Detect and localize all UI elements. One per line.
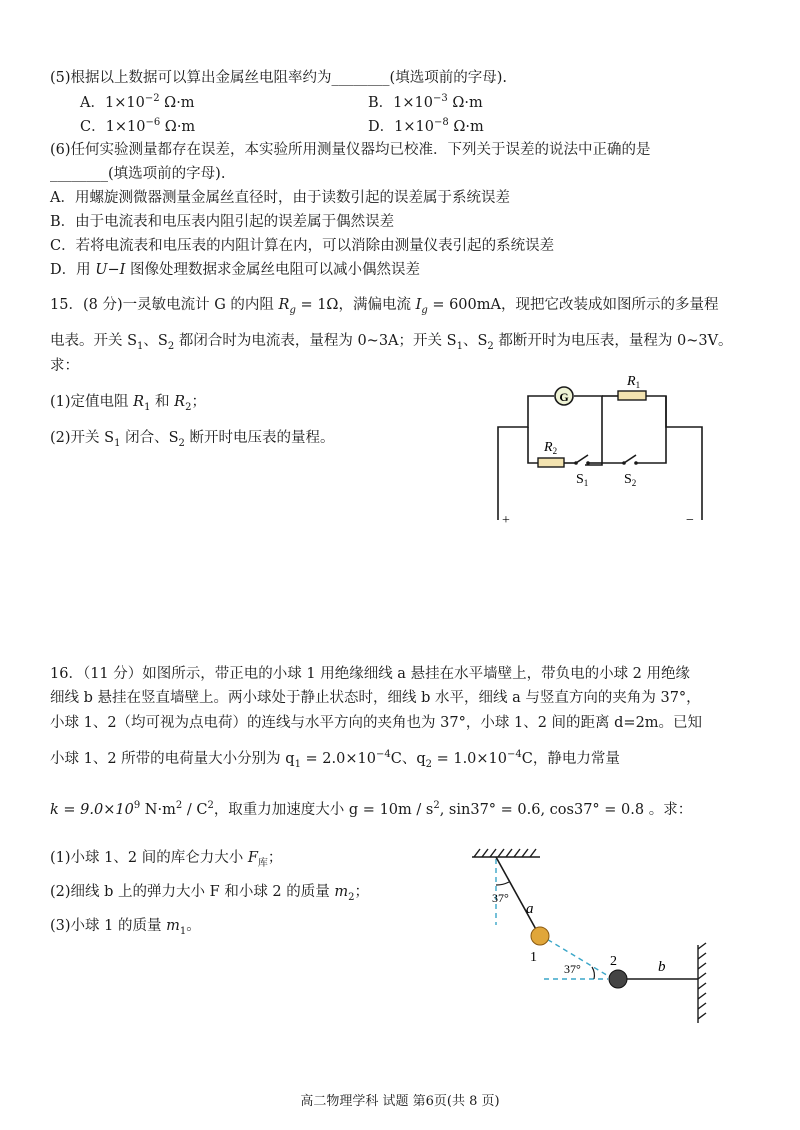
option-b bbox=[368, 93, 483, 113]
var-f: F bbox=[247, 850, 258, 866]
text: 断开时电压表的量程。 bbox=[184, 430, 335, 446]
q14-p6-stem-line1: (6)任何实验测量都存在误差，本实验所用测量仪器均已校准．下列关于误差的说法中正确的是 bbox=[50, 142, 651, 158]
option-letter: B． bbox=[368, 95, 394, 111]
q14-p5-stem: (5)根据以上数据可以算出金属丝电阻率约为________(填选项前的字母). bbox=[50, 70, 507, 86]
option-letter: A． bbox=[80, 95, 105, 111]
exp: 2 bbox=[433, 800, 440, 812]
var-i: I bbox=[119, 262, 126, 278]
option-mantissa: 1×10 bbox=[105, 119, 146, 135]
sub-g: g bbox=[289, 304, 296, 316]
text: (2)细线 b 上的弹力大小 F 和小球 2 的质量 bbox=[50, 884, 335, 900]
sub: 2 bbox=[185, 401, 192, 413]
exp: 2 bbox=[175, 800, 183, 812]
option-exponent: −2 bbox=[144, 93, 160, 105]
ball-1-label: 1 bbox=[530, 950, 537, 965]
option-exponent: −3 bbox=[432, 93, 448, 105]
text: N·m bbox=[140, 802, 176, 818]
text: 15．(8 分)一灵敏电流计 G 的内阻 bbox=[50, 297, 279, 313]
text: k = 9.0×10 bbox=[50, 802, 134, 818]
option-d bbox=[368, 117, 484, 137]
string-a-label: a bbox=[526, 901, 534, 917]
resistor-r2 bbox=[538, 458, 564, 467]
sub: 2 bbox=[178, 437, 185, 449]
text: , sin37° = 0.6, cos37° = 0.8 。求： bbox=[439, 802, 693, 818]
s2-label: $S_2$ bbox=[624, 472, 637, 488]
sub: 库 bbox=[257, 857, 268, 869]
sub: 1 bbox=[114, 437, 121, 449]
exp: −4 bbox=[507, 749, 522, 761]
string-b-label: b bbox=[658, 959, 666, 975]
sub: 1 bbox=[179, 925, 187, 937]
text: C、q bbox=[390, 751, 426, 767]
text: 。 bbox=[186, 918, 201, 934]
page-footer: 高二物理学科 试题 第6页(共 8 页) bbox=[300, 1094, 500, 1109]
option-letter: D． bbox=[368, 119, 395, 135]
sub-g: g bbox=[421, 304, 428, 316]
q15-line1 bbox=[50, 295, 718, 315]
option-mantissa: 1×10 bbox=[104, 95, 145, 111]
sub: 1 bbox=[456, 340, 463, 352]
var-m: m bbox=[166, 918, 180, 934]
text: 图像处理数据求金属丝电阻可以减小偶然误差 bbox=[125, 262, 420, 278]
sub: 1 bbox=[137, 340, 144, 352]
angle-label-ball: 37° bbox=[564, 962, 581, 976]
option-unit: Ω·m bbox=[447, 95, 483, 111]
ball-2-label: 2 bbox=[610, 954, 617, 969]
sub: 1 bbox=[144, 401, 151, 413]
circuit-diagram bbox=[490, 370, 720, 530]
q16-line3: 小球 1、2（均可视为点电荷）的连线与水平方向的夹角也为 37°，小球 1、2 间的距离 d=2m。已知 bbox=[50, 715, 703, 731]
resistor-r1 bbox=[618, 391, 646, 400]
text: = 1.0×10 bbox=[431, 751, 508, 767]
text: (3)小球 1 的质量 bbox=[50, 918, 167, 934]
sub: 2 bbox=[167, 340, 175, 352]
exp: −4 bbox=[375, 749, 391, 761]
sub: 1 bbox=[294, 758, 301, 770]
r1-label: $R_1$ bbox=[627, 374, 641, 390]
ball-1 bbox=[531, 927, 549, 945]
option-mantissa: 1×10 bbox=[393, 95, 433, 111]
option-exponent: −8 bbox=[433, 117, 449, 129]
text: ，取重力加速度大小 g = 10m / s bbox=[213, 802, 434, 818]
charged-balls-diagram bbox=[460, 845, 730, 1025]
var-r: R bbox=[174, 394, 186, 410]
angle-label-a: 37° bbox=[492, 891, 509, 905]
text: ； bbox=[354, 884, 369, 900]
text: (1)小球 1、2 间的库仑力大小 bbox=[50, 850, 248, 866]
q14-p6-option-a: A．用螺旋测微器测量金属丝直径时，由于读数引起的误差属于系统误差 bbox=[50, 190, 510, 206]
text: (2)开关 S bbox=[50, 430, 115, 446]
var-i: I bbox=[415, 297, 422, 313]
q15-line2 bbox=[50, 331, 733, 351]
r2-label: $R_2$ bbox=[544, 440, 558, 456]
sub: 2 bbox=[348, 891, 355, 903]
text: 、S bbox=[462, 333, 488, 349]
q15-part1 bbox=[50, 392, 206, 412]
var-m: m bbox=[334, 884, 349, 900]
option-unit: Ω·m bbox=[159, 95, 195, 111]
var-r: R bbox=[278, 297, 290, 313]
ball-2 bbox=[609, 970, 627, 988]
option-letter: C． bbox=[80, 119, 106, 135]
q16-line4 bbox=[50, 749, 620, 769]
option-a bbox=[80, 93, 195, 113]
option-c bbox=[80, 117, 195, 137]
q16-line5 bbox=[50, 800, 692, 820]
option-unit: Ω·m bbox=[160, 119, 196, 135]
option-mantissa: 1×10 bbox=[394, 119, 434, 135]
text: ； bbox=[267, 850, 283, 866]
text: 都闭合时为电流表，量程为 0~3A；开关 S bbox=[174, 333, 457, 349]
sub: 2 bbox=[425, 758, 432, 770]
var-u: U bbox=[95, 262, 108, 278]
exp: 2 bbox=[207, 800, 214, 812]
q16-part2 bbox=[50, 882, 369, 902]
plus-terminal: + bbox=[502, 513, 510, 528]
option-exponent: −6 bbox=[145, 117, 161, 129]
q14-p6-option-c: C．若将电流表和电压表的内阻计算在内，可以消除由测量仪表引起的系统误差 bbox=[50, 238, 555, 254]
option-unit: Ω·m bbox=[448, 119, 484, 135]
text: 都断开时为电压表，量程为 0~3V。 bbox=[493, 333, 733, 349]
text: / C bbox=[182, 802, 208, 818]
minus: − bbox=[107, 262, 120, 278]
q14-p6-stem-line2: ________(填选项前的字母). bbox=[50, 166, 226, 182]
q14-p6-option-d bbox=[50, 260, 420, 280]
text: 电表。开关 S bbox=[50, 333, 138, 349]
q15-line3: 求： bbox=[50, 358, 79, 374]
text: 小球 1、2 所带的电荷量大小分别为 q bbox=[50, 751, 295, 767]
text: 闭合、S bbox=[120, 430, 179, 446]
q16-line2: 细线 b 悬挂在竖直墙壁上。两小球处于静止状态时，细线 b 水平，细线 a 与竖直方向的夹角为 37°， bbox=[50, 690, 701, 706]
text: 、S bbox=[143, 333, 168, 349]
minus-terminal: − bbox=[686, 513, 694, 528]
text: 和 bbox=[150, 394, 175, 410]
sub: 2 bbox=[487, 340, 494, 352]
text: D．用 bbox=[50, 262, 96, 278]
galvanometer-label: G bbox=[559, 390, 569, 404]
var-r: R bbox=[133, 394, 145, 410]
s1-label: $S_1$ bbox=[576, 472, 589, 488]
q15-part2 bbox=[50, 428, 335, 448]
exp: 9 bbox=[133, 800, 141, 812]
q16-line1: 16．（11 分）如图所示，带正电的小球 1 用绝缘细线 a 悬挂在水平墙壁上，带负电的小球 2 用绝缘 bbox=[50, 666, 691, 682]
text: C，静电力常量 bbox=[521, 751, 620, 767]
text: ； bbox=[191, 394, 206, 410]
q14-p6-option-b: B．由于电流表和电压表内阻引起的误差属于偶然误差 bbox=[50, 214, 395, 230]
text: = 1Ω，满偏电流 bbox=[295, 297, 416, 313]
text: = 600mA，现把它改装成如图所示的多量程 bbox=[427, 297, 719, 313]
text: = 2.0×10 bbox=[300, 751, 376, 767]
q16-part1 bbox=[50, 848, 282, 868]
q16-part3 bbox=[50, 916, 201, 936]
text: (1)定值电阻 bbox=[50, 394, 134, 410]
